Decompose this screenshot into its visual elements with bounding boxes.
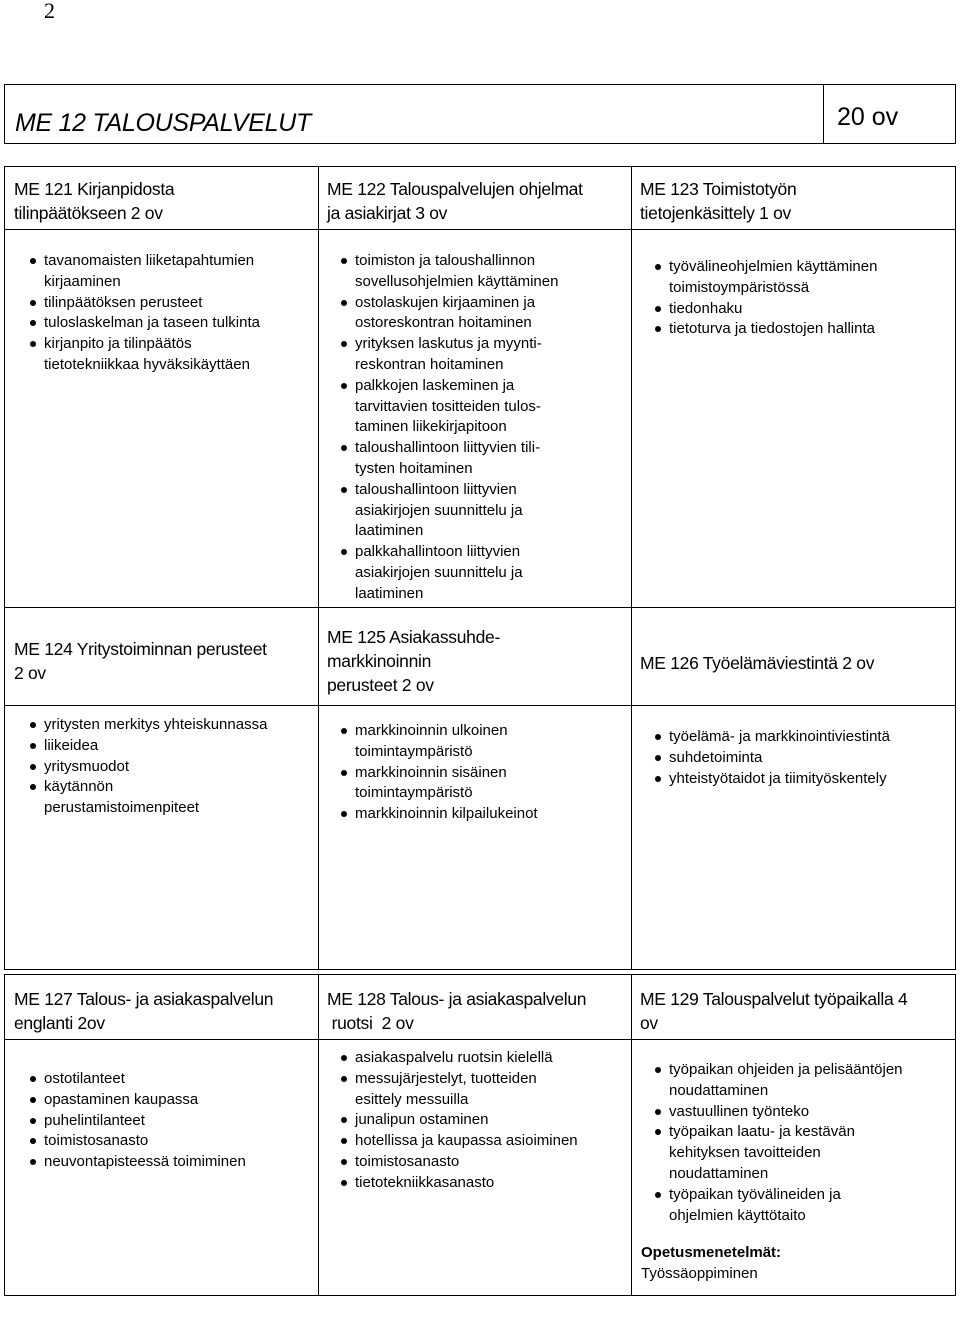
- topic-item: suhdetoiminta: [655, 748, 951, 769]
- teaching-methods-label: Opetusmenetelmät:: [641, 1244, 782, 1261]
- topic-item: ostotilanteet: [30, 1069, 314, 1090]
- topic-item: taloushallintoon liittyvien asiakirjojen suunnittelu ja laatiminen: [341, 480, 625, 542]
- column-divider: [318, 975, 319, 1295]
- topic-item: toimistosanasto: [30, 1131, 314, 1152]
- module-title: ME 129 Talouspalvelut työpaikalla 4 ov: [640, 989, 908, 1033]
- module-title: ME 124 Yritystoiminnan perusteet 2 ov: [14, 639, 267, 683]
- module-topics: [655, 1060, 951, 1226]
- topic-item: hotellissa ja kaupassa asioiminen: [341, 1131, 625, 1152]
- module-title: ME 121 Kirjanpidosta tilinpäätökseen 2 ov: [14, 179, 175, 223]
- topic-item: tiedonhaku: [655, 299, 951, 320]
- module-topics: [30, 251, 310, 376]
- section-title: ME 12 TALOUSPALVELUT: [15, 109, 311, 137]
- module-title: ME 126 Työelämäviestintä 2 ov: [640, 653, 875, 673]
- topic-item: palkkojen laskeminen ja tarvittavien tositteiden tulos- taminen liikekirjapitoon: [341, 376, 625, 438]
- topic-item: markkinoinnin sisäinen toimintaympäristö: [341, 763, 625, 805]
- topic-item: työpaikan laatu- ja kestävän kehityksen tavoitteiden noudattaminen: [655, 1122, 951, 1184]
- topic-item: tilinpäätöksen perusteet: [30, 293, 310, 314]
- topic-item: toimistosanasto: [341, 1152, 625, 1173]
- module-title: ME 122 Talouspalvelujen ohjelmat ja asiakirjat 3 ov: [327, 179, 583, 223]
- module-topics: [341, 1048, 625, 1194]
- topic-item: markkinoinnin ulkoinen toimintaympäristö: [341, 721, 625, 763]
- page-number: 2: [44, 0, 55, 23]
- topic-item: yrityksen laskutus ja myynti- reskontran hoitaminen: [341, 334, 625, 376]
- topic-item: markkinoinnin kilpailukeinot: [341, 804, 625, 825]
- teaching-methods-text: Työssäoppiminen: [641, 1265, 758, 1282]
- column-divider: [631, 975, 632, 1295]
- topic-item: asiakaspalvelu ruotsin kielellä: [341, 1048, 625, 1069]
- section-header: [4, 84, 956, 144]
- topic-item: kirjanpito ja tilinpäätös tietotekniikkaa hyväksikäyttäen: [30, 334, 310, 376]
- module-topics: [341, 251, 625, 605]
- module-topics: [655, 257, 951, 340]
- header-divider: [823, 85, 824, 143]
- topic-item: tavanomaisten liiketapahtumien kirjaaminen: [30, 251, 310, 293]
- modules-grid-top: [4, 166, 956, 970]
- topic-item: tuloslaskelman ja taseen tulkinta: [30, 313, 310, 334]
- column-divider: [631, 167, 632, 969]
- topic-item: opastaminen kaupassa: [30, 1090, 314, 1111]
- topic-item: liikeidea: [30, 736, 314, 757]
- topic-item: työpaikan ohjeiden ja pelisääntöjen noudattaminen: [655, 1060, 951, 1102]
- module-title: ME 128 Talous- ja asiakaspalvelun ruotsi 2 ov: [327, 989, 587, 1033]
- topic-item: vastuullinen työnteko: [655, 1102, 951, 1123]
- topic-item: junalipun ostaminen: [341, 1110, 625, 1131]
- topic-item: tietotekniikkasanasto: [341, 1173, 625, 1194]
- module-topics: [30, 1069, 314, 1173]
- topic-item: työvälineohjelmien käyttäminen toimistoympäristössä: [655, 257, 951, 299]
- module-title: ME 125 Asiakassuhde- markkinoinnin perusteet 2 ov: [327, 627, 500, 695]
- module-topics: [655, 727, 951, 789]
- topic-item: messujärjestelyt, tuotteiden esittely messuilla: [341, 1069, 625, 1111]
- section-credits: 20 ov: [837, 103, 899, 131]
- topic-item: yhteistyötaidot ja tiimityöskentely: [655, 769, 951, 790]
- row-divider: [5, 607, 955, 608]
- module-topics: [341, 721, 625, 825]
- row-divider: [5, 705, 955, 706]
- topic-item: toimiston ja taloushallinnon sovellusohjelmien käyttäminen: [341, 251, 625, 293]
- topic-item: yritysmuodot: [30, 757, 314, 778]
- modules-grid-bottom: [4, 974, 956, 1296]
- module-title: ME 127 Talous- ja asiakaspalvelun englanti 2ov: [14, 989, 274, 1033]
- topic-item: puhelintilanteet: [30, 1111, 314, 1132]
- topic-item: ostolaskujen kirjaaminen ja ostoreskontran hoitaminen: [341, 293, 625, 335]
- row-divider: [5, 1039, 955, 1040]
- topic-item: palkkahallintoon liittyvien asiakirjojen suunnittelu ja laatiminen: [341, 542, 625, 604]
- topic-item: työelämä- ja markkinointiviestintä: [655, 727, 951, 748]
- column-divider: [318, 167, 319, 969]
- topic-item: työpaikan työvälineiden ja ohjelmien käyttötaito: [655, 1185, 951, 1227]
- row-divider: [5, 229, 955, 230]
- topic-item: neuvontapisteessä toimiminen: [30, 1152, 314, 1173]
- topic-item: tietoturva ja tiedostojen hallinta: [655, 319, 951, 340]
- topic-item: käytännön perustamistoimenpiteet: [30, 777, 314, 819]
- topic-item: yritysten merkitys yhteiskunnassa: [30, 715, 314, 736]
- module-title: ME 123 Toimistotyön tietojenkäsittely 1 ov: [640, 179, 797, 223]
- module-topics: [30, 715, 314, 819]
- topic-item: taloushallintoon liittyvien tili- tysten hoitaminen: [341, 438, 625, 480]
